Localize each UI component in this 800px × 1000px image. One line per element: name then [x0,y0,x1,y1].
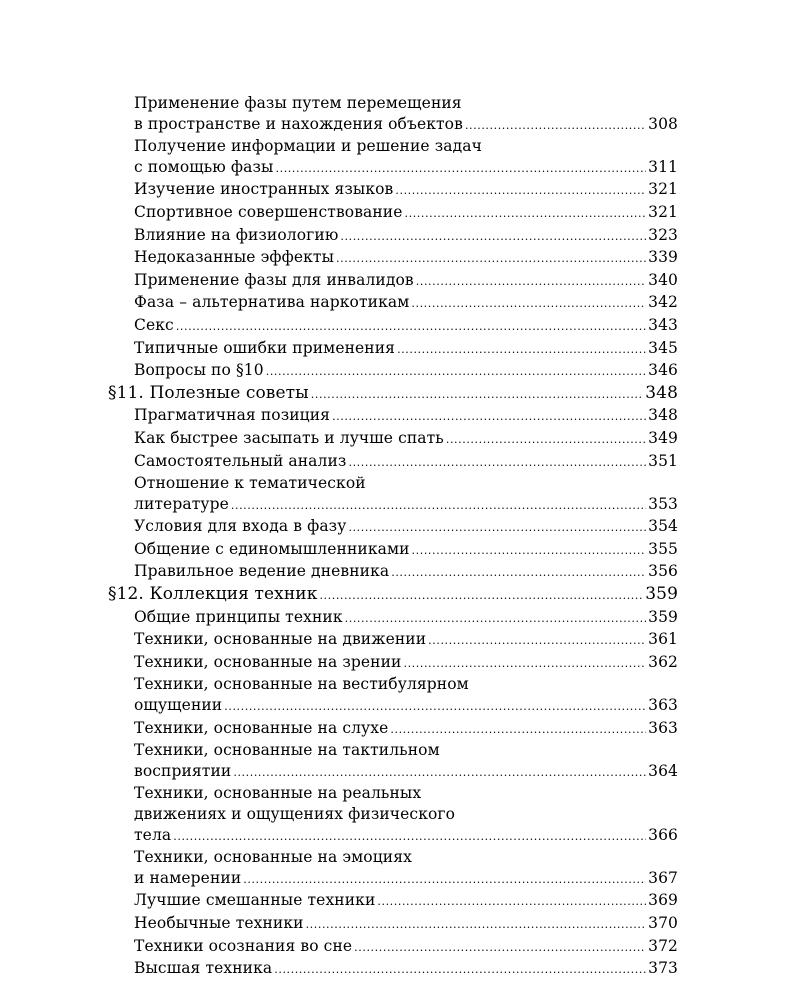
toc-entry-title-line: и намерении [134,868,242,887]
dot-leader [176,317,646,338]
dot-leader [276,159,647,180]
toc-page-number: 343 [648,315,678,334]
toc-entry [108,360,678,383]
toc-entry-line [134,890,678,913]
toc-entry [108,783,678,847]
toc-entry-title-line: Применение фазы для инвалидов [134,270,414,289]
toc-entry-title-line: Влияние на физиологию [134,225,339,244]
toc-page-number: 355 [648,539,678,558]
toc-entry-title-line: Спортивное совершенствование [134,202,403,221]
toc-entry [108,629,678,652]
toc-entry [108,179,678,202]
toc-entry [108,270,678,293]
toc-entry-title-line: Техники, основанные на зрении [134,652,402,671]
toc-entry-title-line: в пространстве и нахождения объектов [134,114,463,133]
toc-entry-line [134,494,678,517]
toc-entry-line [134,428,678,451]
toc-page-number: 323 [648,225,678,244]
toc-entry-line [134,292,678,315]
toc-entry-line [134,539,678,562]
toc-entry-line [134,338,678,361]
toc-entry-title-line: Отношение к тематической [134,474,366,493]
toc-entry-line [134,451,678,474]
toc-entry [108,936,678,959]
toc-entry-line [134,561,678,584]
toc-entry [108,890,678,913]
toc-entry [108,674,678,717]
toc-page-number: 356 [648,562,678,581]
toc-entry-line [134,225,678,248]
toc-page-number: 354 [648,517,678,536]
toc-entry-title-line: с помощью фазы [134,157,274,176]
toc-entry [108,451,678,474]
dot-leader [224,697,646,718]
toc-page-number: 366 [648,825,678,844]
dot-leader [391,563,646,584]
toc-page-number: 321 [648,180,678,199]
dot-leader [395,181,646,202]
toc-page-number: 321 [648,202,678,221]
toc-entry-title-line: Техники, основанные на тактильном [134,741,440,760]
toc-entry [108,292,678,315]
toc-page-number: 353 [648,494,678,513]
toc-entry-line [134,247,678,270]
dot-leader [332,407,646,428]
toc-entry-line [134,913,678,936]
toc-section-heading [108,383,678,406]
toc-entry [108,847,678,890]
toc-entry [108,428,678,451]
toc-page-number: 339 [648,248,678,267]
dot-leader [319,586,643,607]
toc-entry-line [134,695,678,718]
dot-leader [231,496,646,517]
toc-entry-title-line: Техники, основанные на вестибулярном [134,675,469,694]
toc-entry-line [134,652,678,675]
toc-entry-title-line: Получение информации и решение задач [134,137,482,156]
toc-entry-title-line: Прагматичная позиция [134,406,331,425]
dot-leader [416,272,646,293]
toc-entry-title-line: Правильное ведение дневника [134,562,390,581]
toc-entry [108,718,678,741]
toc-entry-title-line: §12. Коллекция техник [108,584,318,605]
dot-leader [306,915,647,936]
dot-leader [340,227,646,248]
toc-entry-title-line: Секс [134,315,174,334]
toc-entry-line [134,761,678,784]
dot-leader [403,654,646,675]
toc-page-number: 362 [648,652,678,671]
toc-entry-title-line: Общение с единомышленниками [134,539,410,558]
toc-entry [108,225,678,248]
toc-entry [108,247,678,270]
toc-entry-title-line: Изучение иностранных языков [134,180,394,199]
toc-entry-title-line: Техники, основанные на слухе [134,718,389,737]
toc-entry [108,338,678,361]
toc-entry-title-line: Условия для входа в фазу [134,517,347,536]
toc-entry-line [134,315,678,338]
toc-entry-line [134,516,678,539]
toc-entry-title-line: Техники осознания во сне [134,936,353,955]
toc-entry-line [134,270,678,293]
toc-entry-line [134,202,678,225]
toc-page-number: 308 [648,114,678,133]
toc-entry-title-line: Техники, основанные на движении [134,630,427,649]
toc-entry-title-line: движениях и ощущениях физического [134,805,456,823]
toc-entry-line [134,179,678,202]
toc-entry-title-line: Вопросы по §10 [134,361,264,380]
dot-leader [390,720,646,741]
toc-page-number: 367 [648,868,678,887]
toc-entry-line [134,958,678,981]
dot-leader [465,116,646,137]
toc-entry-line [134,157,678,180]
toc-section-heading [108,584,678,607]
toc-entry [108,913,678,936]
toc-entry-title-line: Высшая техника [134,959,273,978]
toc-page-number: 348 [648,406,678,425]
dot-leader [397,340,646,361]
dot-leader [405,204,647,225]
toc-page-number: 359 [645,584,678,605]
dot-leader [428,631,646,652]
toc-entry-title-line: Техники, основанные на эмоциях [134,848,412,867]
dot-leader [274,960,646,981]
toc-entry [108,561,678,584]
toc-entry-line [134,936,678,959]
toc-entry-line [134,405,678,428]
toc-entry-title-line: Типичные ошибки применения [134,338,396,357]
dot-leader [266,362,646,383]
toc-entry-title-line: Общие принципы техник [134,607,343,626]
toc-entry-title-line: ощущении [134,696,223,715]
toc-entry-line [134,718,678,741]
toc-entry-title-line: Самостоятельный анализ [134,451,347,470]
dot-leader [311,385,643,406]
toc-page-number: 370 [648,913,678,932]
dot-leader [348,453,646,474]
toc-page-number: 346 [648,361,678,380]
table-of-contents [108,93,678,981]
dot-leader [243,870,646,891]
toc-entry [108,516,678,539]
toc-page-number: 364 [648,761,678,780]
dot-leader [354,938,646,959]
toc-entry-line [134,868,678,891]
toc-entry-title-line: восприятии [134,761,232,780]
toc-page-number: 369 [648,891,678,910]
toc-page-number: 373 [648,959,678,978]
dot-leader [173,827,646,848]
toc-entry [108,539,678,562]
toc-entry [108,202,678,225]
toc-entry [108,315,678,338]
toc-entry-line [134,825,678,848]
toc-page-number: 349 [648,428,678,447]
toc-entry-line [134,607,678,630]
toc-entry-title-line: §11. Полезные советы [108,382,309,403]
toc-entry-line [134,629,678,652]
toc-page-number: 363 [648,696,678,715]
toc-entry-title-line: Фаза – альтернатива наркотикам [134,293,410,312]
toc-entry-line [108,383,678,406]
toc-page-number: 311 [648,157,678,176]
toc-entry-title-line: Техники, основанные на реальных [134,784,422,803]
dot-leader [377,892,646,913]
toc-entry-title-line: Недоказанные эффекты [134,248,335,267]
dot-leader [233,763,646,784]
toc-page-number: 348 [645,382,678,403]
toc-page-number: 342 [648,293,678,312]
dot-leader [446,430,646,451]
dot-leader [412,541,647,562]
toc-entry-title-line: литературе [134,494,229,513]
toc-entry [108,652,678,675]
toc-entry [108,740,678,783]
toc-page-number: 372 [648,936,678,955]
toc-entry [108,93,678,136]
toc-entry [108,136,678,179]
toc-entry-title-line: Лучшие смешанные техники [134,891,376,910]
toc-entry-title-line: Как быстрее засыпать и лучше спать [134,428,444,447]
dot-leader [345,609,646,630]
toc-page-number: 340 [648,270,678,289]
toc-entry-line [134,114,678,137]
toc-page-number: 363 [648,718,678,737]
toc-entry-title-line: Необычные техники [134,913,304,932]
dot-leader [336,249,646,270]
toc-entry-title-line: Применение фазы путем перемещения [134,94,462,112]
toc-page-number: 345 [648,338,678,357]
toc-page-number: 361 [648,630,678,649]
dot-leader [348,518,646,539]
toc-entry-line [108,584,678,607]
dot-leader [411,294,646,315]
toc-page-number: 351 [648,451,678,470]
toc-entry-title-line: тела [134,825,172,844]
toc-entry [108,607,678,630]
toc-entry [108,958,678,981]
toc-entry [108,405,678,428]
toc-page-number: 359 [648,607,678,626]
toc-entry [108,473,678,516]
toc-entry-line [134,360,678,383]
